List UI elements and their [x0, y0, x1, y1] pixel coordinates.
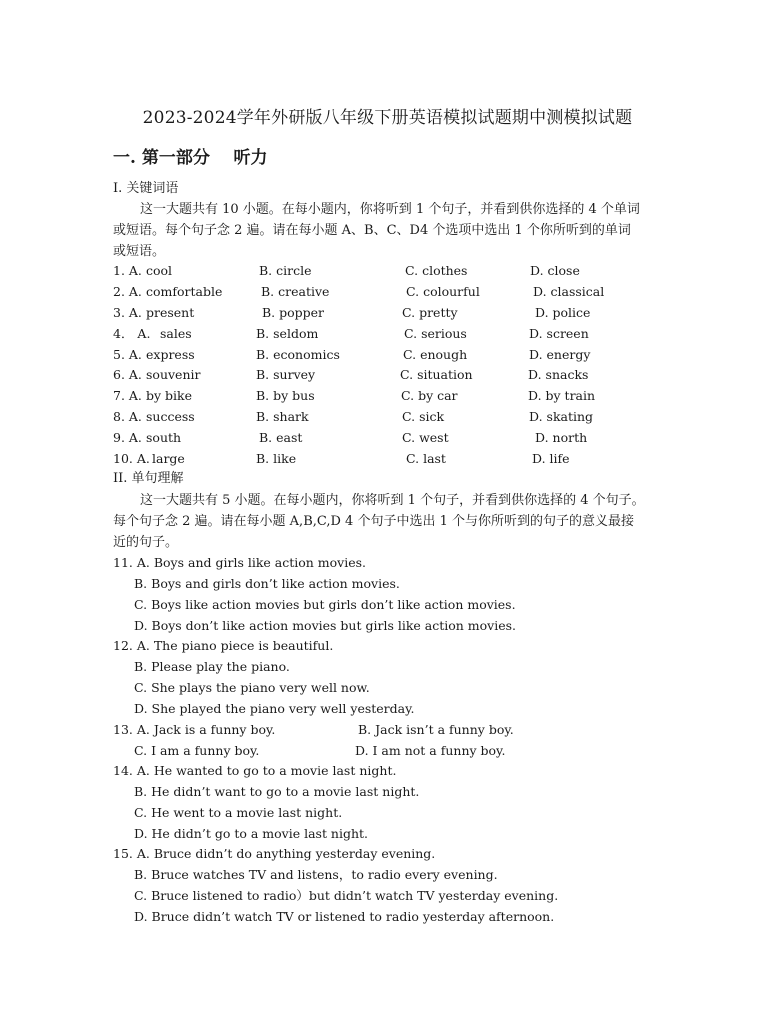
question-number: 6. A.: [113, 367, 142, 382]
option-a: present: [146, 305, 195, 320]
option-d: D. She played the piano very well yesterday.: [134, 701, 415, 716]
option-b: B. creative: [261, 284, 330, 299]
part2-instruction-line: 这一大题共有 5 小题。在每小题内，你将听到 1 个句子，并看到供你选择的 4 个句子。: [140, 493, 645, 508]
option-d: D. Boys don’t like action movies but girls like action movies.: [134, 618, 517, 633]
option-a: 11. A. Boys and girls like action movies.: [113, 555, 367, 570]
option-c: C. enough: [403, 347, 468, 362]
option-b: B. east: [259, 430, 303, 445]
option-b: B. Bruce watches TV and listens，to radio every evening.: [134, 867, 498, 882]
part2-instructions: [113, 490, 663, 553]
option-d: D. He didn’t go to a movie last night.: [134, 826, 369, 841]
part1-instruction-line: 或短语。每个句子念 2 遍。请在每小题 A、B、C、D4 个选项中选出 1 个你所听到的单词: [113, 223, 631, 238]
option-a: comfortable: [146, 284, 223, 299]
option-b: B. seldom: [256, 326, 319, 341]
option-c: C. clothes: [405, 263, 468, 278]
part1-instructions: [113, 199, 663, 262]
option-a: express: [146, 347, 195, 362]
question-number: 9. A.: [113, 430, 142, 445]
option-d: D. energy: [529, 347, 591, 362]
question-number: 3. A.: [113, 305, 142, 320]
option-a: south: [146, 430, 182, 445]
option-b: B. Jack isn’t a funny boy.: [358, 722, 514, 737]
option-d: D. I am not a funny boy.: [355, 743, 506, 758]
option-d: D. police: [535, 305, 591, 320]
option-a: 12. A. The piano piece is beautiful.: [113, 638, 334, 653]
option-d: D. north: [535, 430, 588, 445]
question-number: 2. A.: [113, 284, 142, 299]
part1-instruction-line: 或短语。: [113, 244, 166, 259]
option-a: cool: [146, 263, 173, 278]
option-b: B. Boys and girls don’t like action movies.: [134, 576, 400, 591]
option-a: by bike: [146, 388, 193, 403]
option-c: C. situation: [400, 367, 473, 382]
option-c: C. He went to a movie last night.: [134, 805, 343, 820]
option-a: 13. A. Jack is a funny boy.: [113, 722, 276, 737]
option-b: B. circle: [259, 263, 312, 278]
option-c: C. colourful: [406, 284, 480, 299]
option-c: C. last: [406, 451, 446, 466]
part2-instruction-line: 每个句子念 2 遍。请在每小题 A,B,C,D 4 个句子中选出 1 个与你所听到的句子的意义最接: [113, 514, 634, 529]
option-b: B. like: [256, 451, 297, 466]
option-c: C. serious: [404, 326, 467, 341]
option-c: C. pretty: [402, 305, 458, 320]
part1-instruction-line: 这一大题共有 10 小题。在每小题内，你将听到 1 个句子，并看到供你选择的 4 个单词: [140, 202, 640, 217]
option-c: C. sick: [402, 409, 445, 424]
part2-instruction-line: 近的句子。: [113, 535, 179, 550]
option-b: B. economics: [256, 347, 340, 362]
section-heading: 一. 第一部分 听力: [113, 148, 268, 168]
option-c: C. I am a funny boy.: [134, 743, 260, 758]
option-b: B. survey: [256, 367, 316, 382]
option-d: D. skating: [529, 409, 594, 424]
option-b: B. He didn’t want to go to a movie last night.: [134, 784, 420, 799]
option-c: C. Boys like action movies but girls don’t like action movies.: [134, 597, 516, 612]
option-a: sales: [160, 326, 192, 341]
option-d: D. classical: [533, 284, 605, 299]
option-b: B. shark: [256, 409, 309, 424]
question-number: 8. A.: [113, 409, 142, 424]
option-b: B. by bus: [256, 388, 315, 403]
question-number: 4． A.: [113, 326, 151, 341]
question-number: 7. A.: [113, 388, 142, 403]
option-a: 15. A. Bruce didn’t do anything yesterday evening.: [113, 846, 436, 861]
option-d: D. snacks: [528, 367, 589, 382]
option-c: C. west: [402, 430, 449, 445]
option-d: D. life: [532, 451, 570, 466]
question-number: 1. A.: [113, 263, 142, 278]
part2-heading: II. 单句理解: [113, 471, 184, 486]
question-number: 5. A.: [113, 347, 142, 362]
option-c: C. by car: [401, 388, 458, 403]
option-d: D. close: [530, 263, 580, 278]
option-d: D. screen: [529, 326, 589, 341]
option-c: C. Bruce listened to radio）but didn’t watch TV yesterday evening.: [134, 888, 559, 903]
option-a: 14. A. He wanted to go to a movie last night.: [113, 763, 397, 778]
option-a: souvenir: [146, 367, 201, 382]
option-a: large: [152, 451, 185, 466]
option-a: success: [146, 409, 195, 424]
option-d: D. by train: [528, 388, 596, 403]
option-d: D. Bruce didn’t watch TV or listened to radio yesterday afternoon.: [134, 909, 555, 924]
option-b: B. popper: [262, 305, 325, 320]
option-b: B. Please play the piano.: [134, 659, 290, 674]
part1-heading: I. 关键词语: [113, 181, 179, 196]
question-number: 10. A.: [113, 451, 150, 466]
page-title: 2023-2024学年外研版八年级下册英语模拟试题期中测模拟试题: [142, 108, 633, 128]
option-c: C. She plays the piano very well now.: [134, 680, 370, 695]
